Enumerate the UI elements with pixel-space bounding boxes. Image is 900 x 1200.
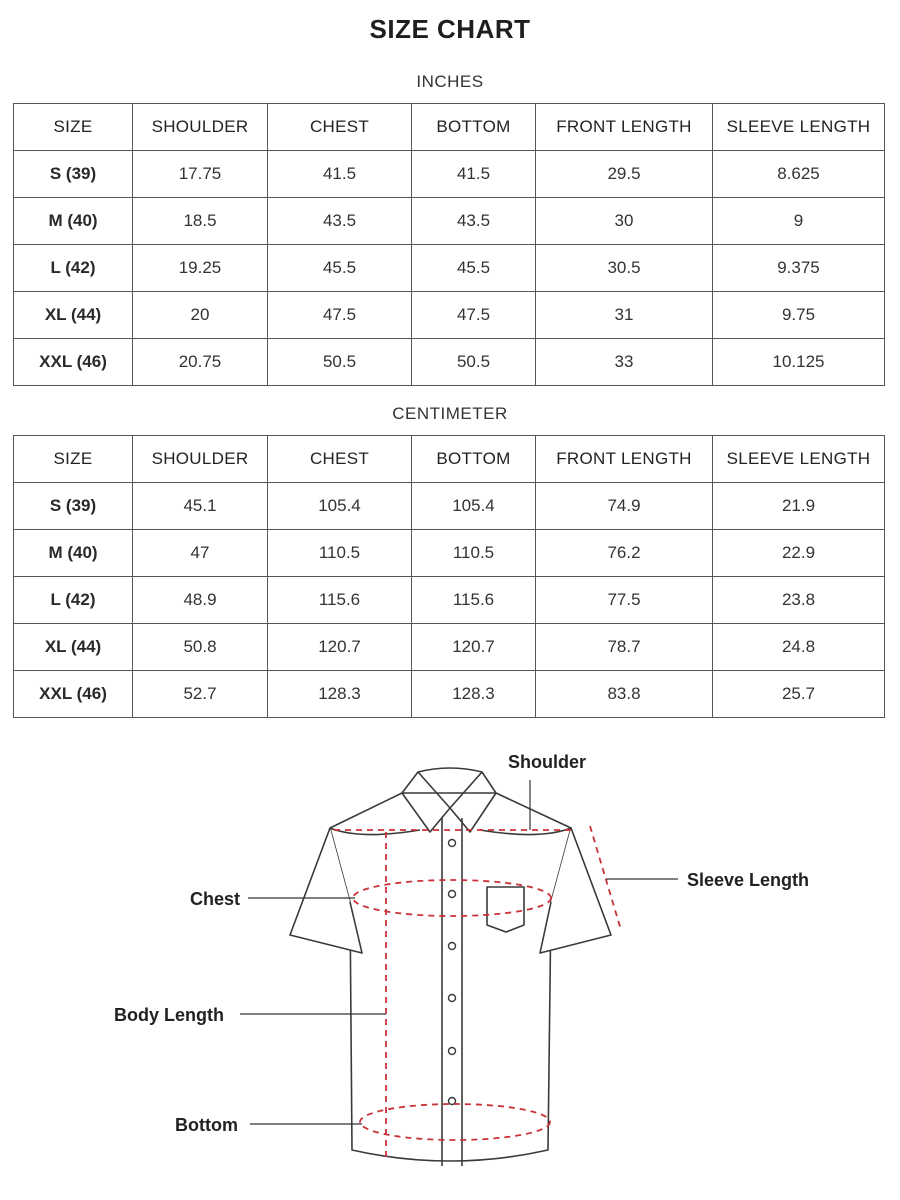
- size-cell: M (40): [14, 198, 133, 245]
- measurement-cell: 128.3: [412, 671, 536, 718]
- size-cell: L (42): [14, 245, 133, 292]
- size-cell: XL (44): [14, 292, 133, 339]
- measurement-cell: 33: [536, 339, 713, 386]
- table-header-row: [14, 436, 885, 483]
- column-header: SHOULDER: [133, 436, 268, 483]
- measurement-cell: 21.9: [713, 483, 885, 530]
- table-row: [14, 198, 885, 245]
- measurement-cell: 74.9: [536, 483, 713, 530]
- column-header: BOTTOM: [412, 436, 536, 483]
- measurement-cell: 9.375: [713, 245, 885, 292]
- measurement-cell: 23.8: [713, 577, 885, 624]
- table-row: [14, 624, 885, 671]
- measurement-cell: 50.5: [268, 339, 412, 386]
- measurement-cell: 9: [713, 198, 885, 245]
- centimeter-section-label: CENTIMETER: [392, 404, 508, 423]
- body-length-label: Body Length: [114, 1005, 224, 1025]
- sleeve-length-label: Sleeve Length: [687, 870, 810, 890]
- table-row: [14, 483, 885, 530]
- measurement-cell: 83.8: [536, 671, 713, 718]
- column-header: CHEST: [268, 104, 412, 151]
- measurement-cell: 115.6: [412, 577, 536, 624]
- shirt-measurement-diagram: [0, 730, 900, 1200]
- chest-label: Chest: [190, 889, 241, 909]
- measurement-cell: 48.9: [133, 577, 268, 624]
- page-title: SIZE CHART: [369, 14, 531, 44]
- size-cell: XXL (46): [14, 339, 133, 386]
- table-row: [14, 530, 885, 577]
- measurement-cell: 120.7: [412, 624, 536, 671]
- measurement-cell: 20: [133, 292, 268, 339]
- measurement-cell: 45.5: [268, 245, 412, 292]
- measurement-cell: 47: [133, 530, 268, 577]
- column-header: SLEEVE LENGTH: [713, 104, 885, 151]
- measurement-cell: 76.2: [536, 530, 713, 577]
- measurement-cell: 47.5: [412, 292, 536, 339]
- measurement-cell: 45.1: [133, 483, 268, 530]
- measurement-cell: 110.5: [412, 530, 536, 577]
- inches-size-table: [13, 103, 885, 386]
- measurement-cell: 41.5: [412, 151, 536, 198]
- centimeter-size-table: [13, 435, 885, 718]
- measurement-cell: 43.5: [268, 198, 412, 245]
- measurement-cell: 105.4: [412, 483, 536, 530]
- size-cell: S (39): [14, 483, 133, 530]
- table-header-row: [14, 104, 885, 151]
- table-row: [14, 245, 885, 292]
- size-cell: L (42): [14, 577, 133, 624]
- table-row: [14, 671, 885, 718]
- measurement-cell: 18.5: [133, 198, 268, 245]
- size-cell: XL (44): [14, 624, 133, 671]
- measurement-cell: 19.25: [133, 245, 268, 292]
- measurement-cell: 128.3: [268, 671, 412, 718]
- shirt-outline: [290, 768, 611, 1166]
- measurement-cell: 20.75: [133, 339, 268, 386]
- size-cell: XXL (46): [14, 671, 133, 718]
- measurement-cell: 120.7: [268, 624, 412, 671]
- measurement-cell: 105.4: [268, 483, 412, 530]
- measurement-cell: 47.5: [268, 292, 412, 339]
- measurement-cell: 50.8: [133, 624, 268, 671]
- measurement-cell: 115.6: [268, 577, 412, 624]
- table-row: [14, 151, 885, 198]
- measurement-cell: 9.75: [713, 292, 885, 339]
- measurement-cell: 29.5: [536, 151, 713, 198]
- measurement-cell: 110.5: [268, 530, 412, 577]
- column-header: SIZE: [14, 436, 133, 483]
- measurement-cell: 52.7: [133, 671, 268, 718]
- measurement-cell: 25.7: [713, 671, 885, 718]
- column-header: SLEEVE LENGTH: [713, 436, 885, 483]
- table-row: [14, 339, 885, 386]
- measurement-cell: 24.8: [713, 624, 885, 671]
- bottom-label: Bottom: [175, 1115, 238, 1135]
- measurement-cell: 30: [536, 198, 713, 245]
- measurement-cell: 50.5: [412, 339, 536, 386]
- column-header: FRONT LENGTH: [536, 436, 713, 483]
- measurement-cell: 41.5: [268, 151, 412, 198]
- table-row: [14, 292, 885, 339]
- measurement-cell: 77.5: [536, 577, 713, 624]
- column-header: SHOULDER: [133, 104, 268, 151]
- size-cell: M (40): [14, 530, 133, 577]
- measurement-cell: 31: [536, 292, 713, 339]
- measurement-cell: 43.5: [412, 198, 536, 245]
- size-cell: S (39): [14, 151, 133, 198]
- measurement-cell: 78.7: [536, 624, 713, 671]
- measurement-cell: 45.5: [412, 245, 536, 292]
- inches-section-label: INCHES: [416, 72, 484, 91]
- measurement-cell: 8.625: [713, 151, 885, 198]
- measurement-cell: 10.125: [713, 339, 885, 386]
- measurement-cell: 22.9: [713, 530, 885, 577]
- measurement-cell: 30.5: [536, 245, 713, 292]
- column-header: BOTTOM: [412, 104, 536, 151]
- column-header: FRONT LENGTH: [536, 104, 713, 151]
- column-header: SIZE: [14, 104, 133, 151]
- column-header: CHEST: [268, 436, 412, 483]
- shoulder-label: Shoulder: [508, 752, 587, 772]
- measurement-cell: 17.75: [133, 151, 268, 198]
- table-row: [14, 577, 885, 624]
